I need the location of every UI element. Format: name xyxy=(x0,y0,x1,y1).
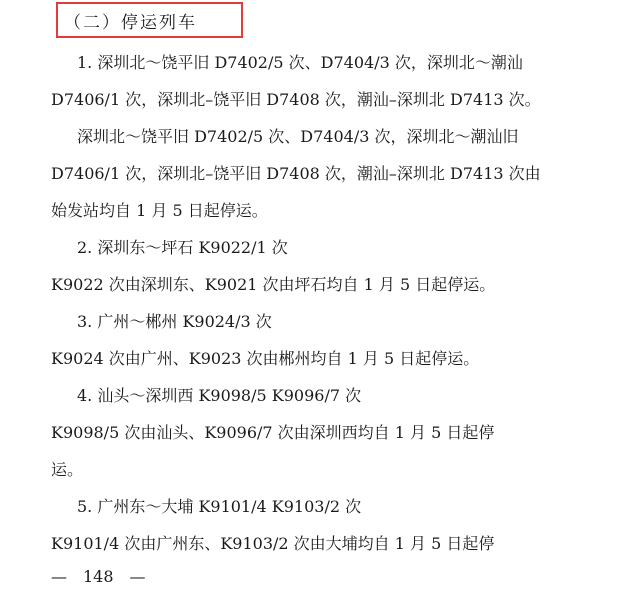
paragraph-line: 始发站均自 1 月 5 日起停运。 xyxy=(51,201,268,220)
paragraph-line: K9022 次由深圳东、K9021 次由坪石均自 1 月 5 日起停运。 xyxy=(51,275,496,294)
paragraph-line: 1. 深圳北～饶平旧 D7402/5 次、D7404/3 次，深圳北～潮汕 xyxy=(77,53,523,72)
paragraph-line: 运。 xyxy=(51,460,84,479)
paragraph-line: 深圳北～饶平旧 D7402/5 次、D7404/3 次，深圳北～潮汕旧 xyxy=(77,127,519,146)
paragraph-line: D7406/1 次，深圳北–饶平旧 D7408 次，潮汕–深圳北 D7413 次。 xyxy=(51,90,541,109)
page-number: — 148 — xyxy=(51,567,146,586)
paragraph-line: K9098/5 次由汕头、K9096/7 次由深圳西均自 1 月 5 日起停 xyxy=(51,423,495,442)
item-title: 4. 汕头～深圳西 K9098/5 K9096/7 次 xyxy=(77,386,362,405)
item-title: 3. 广州～郴州 K9024/3 次 xyxy=(77,312,272,331)
item-title: 5. 广州东～大埔 K9101/4 K9103/2 次 xyxy=(77,497,362,516)
item-title: 2. 深圳东～坪石 K9022/1 次 xyxy=(77,238,288,257)
section-heading: （二）停运列车 xyxy=(64,12,197,33)
paragraph-line: D7406/1 次，深圳北–饶平旧 D7408 次，潮汕–深圳北 D7413 次由 xyxy=(51,164,541,183)
paragraph-line: K9101/4 次由广州东、K9103/2 次由大埔均自 1 月 5 日起停 xyxy=(51,534,495,553)
paragraph-line: K9024 次由广州、K9023 次由郴州均自 1 月 5 日起停运。 xyxy=(51,349,480,368)
section-heading-box xyxy=(56,2,243,38)
